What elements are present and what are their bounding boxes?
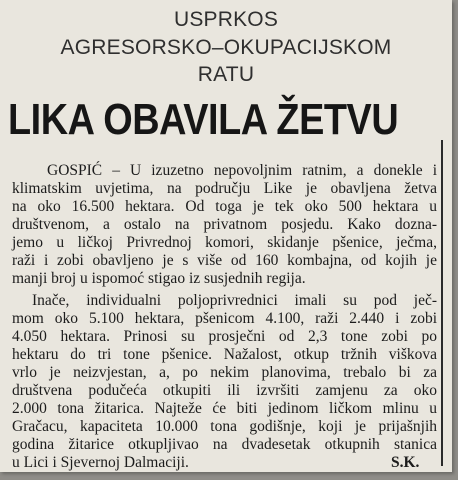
- body-line: klimatskim uvjetima, na području Like je obavljena žetva: [12, 180, 437, 197]
- body-line: manji broj u ispomoć stigao iz susjednih regija.: [12, 270, 306, 287]
- body-line: godina žitarice otkupljivao na dvadesetak otkupnih stanica: [12, 436, 437, 453]
- body-line: GOSPIĆ – U izuzetno nepovoljnim ratnim, a donekle i: [47, 162, 437, 179]
- body-line: 2.000 tona žitarica. Najteže će biti jedinom ličkom mlinu u: [12, 400, 437, 417]
- body-line: Inače, individualni poljoprivrednici imali su pod ječ-: [32, 292, 437, 309]
- body-line: 4.050 hektara. Prinosi su prosječni od 2,3 tone zobi po: [12, 328, 437, 345]
- headline: LIKA OBAVILA ŽETVU: [8, 95, 399, 144]
- body-line: društvena podučeća otkupiti ili izvršiti zamjenu za oko: [12, 382, 437, 399]
- body-line: u Lici i Sjevernoj Dalmaciji.: [12, 454, 189, 471]
- body-line: vrlo je neizvjestan, a, po nekim planovima, trebalo bi za: [12, 364, 437, 381]
- author-signature: S.K.: [391, 454, 420, 471]
- body-line: hektaru do tri tone pšenice. Nažalost, otkup tržnih viškova: [12, 346, 437, 363]
- body-line: Gračacu, kapaciteta 10.000 tona godišnje, koji je prijašnjih: [12, 418, 437, 435]
- body-line: jemo u ličkoj Privrednoj komori, skidanje pšenice, ječma,: [12, 234, 437, 251]
- border-rule-right: [441, 140, 443, 466]
- body-line: društvenom, a ostalo na privatnom posjedu. Kako dozna-: [12, 216, 437, 233]
- body-line: na oko 16.500 hektara. Od toga je tek oko 500 hektara u: [12, 198, 437, 215]
- body-line: mom oko 5.100 hektara, pšenicom 4.100, raži 2.440 i zobi: [12, 310, 437, 327]
- kicker-line-3: RATU: [197, 63, 255, 86]
- kicker-line-2: AGRESORSKO–OKUPACIJSKOM: [60, 36, 392, 59]
- body-line: raži i zobi obavljeno je s više od 160 kombajna, od kojih je: [12, 252, 437, 269]
- kicker-line-1: USPRKOS: [173, 8, 279, 31]
